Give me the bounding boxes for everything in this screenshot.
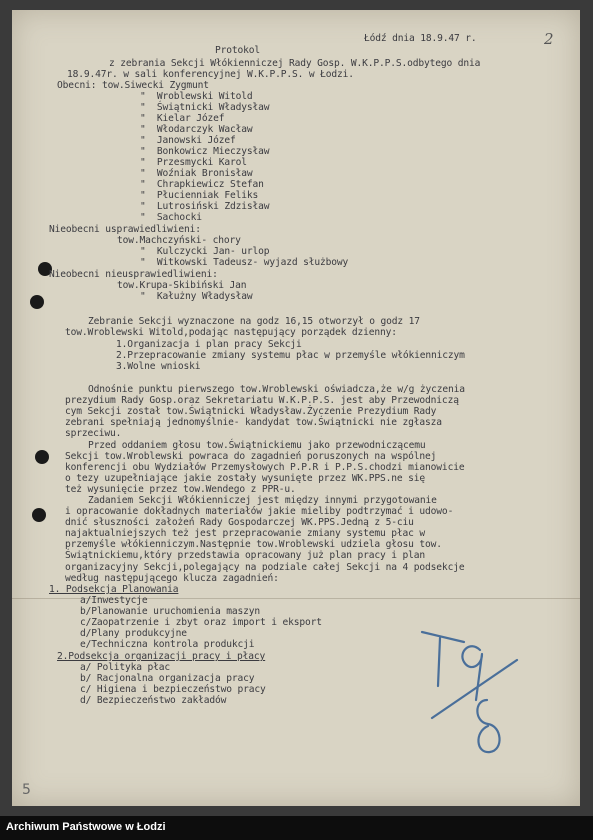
- text-line: " Kielar Józef: [140, 113, 225, 124]
- document-page: [12, 10, 580, 806]
- text-line: też wysunięcie przez tow.Wendego z PPR-u.: [65, 484, 296, 495]
- text-line: 1. Podsekcja Planowania: [49, 584, 179, 595]
- text-line: c/Zaopatrzenie i zbyt oraz import i eksport: [80, 617, 322, 628]
- text-line: prezydium Rady Gosp.oraz Sekretariatu W.K.P.P.S. jest aby Przewodniczą: [65, 395, 459, 406]
- text-line: " Wroblewski Witold: [140, 91, 253, 102]
- text-line: Zadaniem Sekcji Włókienniczej jest między innymi przygotowanie: [88, 495, 437, 506]
- text-line: " Przesmycki Karol: [140, 157, 247, 168]
- text-line: organizacyjny Sekcji,polegający na podziale całej Sekcji na 4 podsekcje: [65, 562, 465, 573]
- text-line: " Witkowski Tadeusz- wyjazd służbowy: [140, 257, 349, 268]
- text-line: Obecni: tow.Siwecki Zygmunt: [57, 80, 209, 91]
- text-line: Świątnickiemu,który przedstawia opracowany już plan pracy i plan: [65, 550, 426, 561]
- text-line: według następującego klucza zagadnień:: [65, 573, 279, 584]
- text-line: " Chrapkiewicz Stefan: [140, 179, 264, 190]
- text-line: " Woźniak Bronisław: [140, 168, 253, 179]
- text-line: o tezy uzupełniające jakie zostały wysunięte przez WK.PPS.ne się: [65, 473, 426, 484]
- text-line: " Lutrosiński Zdzisław: [140, 201, 270, 212]
- text-line: Nieobecni nieusprawiedliwieni:: [49, 269, 218, 280]
- text-line: tow.Wroblewski Witold,podając następujący porządek dzienny:: [65, 327, 397, 338]
- text-line: e/Techniczna kontrola produkcji: [80, 639, 255, 650]
- text-line: tow.Krupa-Skibiński Jan: [117, 280, 247, 291]
- text-line: 18.9.47r. w sali konferencyjnej W.K.P.P.S. w Łodzi.: [67, 69, 354, 80]
- text-line: d/Plany produkcyjne: [80, 628, 187, 639]
- archive-label: Archiwum Państwowe w Łodzi: [6, 821, 166, 833]
- text-line: i opracowanie dokładnych materiałów jakie mieliby podtrzymać i udowo-: [65, 506, 454, 517]
- text-line: z zebrania Sekcji Włókienniczej Rady Gosp. W.K.P.P.S.odbytego dnia: [109, 58, 481, 69]
- text-line: " Janowski Józef: [140, 135, 236, 146]
- text-line: 2.Przepracowanie zmiany systemu płac w przemyśle włókienniczym: [116, 350, 465, 361]
- text-line: " Kałużny Władysław: [140, 291, 253, 302]
- text-line: " Płucienniak Feliks: [140, 190, 259, 201]
- text-line: Zebranie Sekcji wyznaczone na godz 16,15 otworzył o godz 17: [88, 316, 420, 327]
- text-line: konferencji obu Wydziałów Przemysłowych P.P.R i P.P.S.chodzi mianowicie: [65, 462, 465, 473]
- text-line: b/Planowanie uruchomienia maszyn: [80, 606, 261, 617]
- text-line: " Bonkowicz Mieczysław: [140, 146, 270, 157]
- archive-footer: [0, 816, 593, 840]
- text-line: Odnośnie punktu pierwszego tow.Wroblewski oświadcza,że w/g życzenia: [88, 384, 465, 395]
- text-line: 2.Podsekcja organizacji pracy i płacy: [57, 651, 266, 662]
- text-line: dnić słuszności założeń Rady Gospodarczej WK.PPS.Jedną z 5-ciu: [65, 517, 414, 528]
- text-line: d/ Bezpieczeństwo zakładów: [80, 695, 227, 706]
- text-line: zebrani spełniają jednomyślnie- kandydat tow.Świątnicki nie zgłasza: [65, 417, 442, 428]
- text-line: 1.Organizacja i plan pracy Sekcji: [116, 339, 302, 350]
- text-line: tow.Machczyński- chory: [117, 235, 241, 246]
- text-line: przemyśle włókienniczym.Następnie tow.Wroblewski udziela głosu tow.: [65, 539, 442, 550]
- text-line: Przed oddaniem głosu tow.Świątnickiemu jako przewodniczącemu: [88, 440, 426, 451]
- document-title: Protokol: [215, 45, 261, 56]
- text-line: 3.Wolne wnioski: [116, 361, 201, 372]
- text-line: najaktualniejszych też jest przepracowanie zmiany systemu płac w: [65, 528, 426, 539]
- document-date: Łódź dnia 18.9.47 r.: [364, 33, 477, 44]
- margin-number: 5: [22, 782, 31, 798]
- text-line: a/Inwestycje: [80, 595, 148, 606]
- text-line: sprzeciwu.: [65, 428, 122, 439]
- text-line: a/ Polityka płac: [80, 662, 171, 673]
- text-line: " Włodarczyk Wacław: [140, 124, 253, 135]
- text-line: " Świątnicki Władysław: [140, 102, 270, 113]
- text-line: Sekcji tow.Wroblewski powraca do zagadnień poruszonych na wspólnej: [65, 451, 437, 462]
- text-line: b/ Racjonalna organizacja pracy: [80, 673, 255, 684]
- text-line: c/ Higiena i bezpieczeństwo pracy: [80, 684, 266, 695]
- text-line: " Kulczycki Jan- urlop: [140, 246, 270, 257]
- text-line: " Sachocki: [140, 212, 202, 223]
- text-line: cym Sekcji został tow.Świątnicki Władysław.Życzenie Prezydium Rady: [65, 406, 437, 417]
- handwritten-note: [12, 10, 580, 806]
- text-line: Nieobecni usprawiedliwieni:: [49, 224, 201, 235]
- page-number: 2: [544, 30, 554, 48]
